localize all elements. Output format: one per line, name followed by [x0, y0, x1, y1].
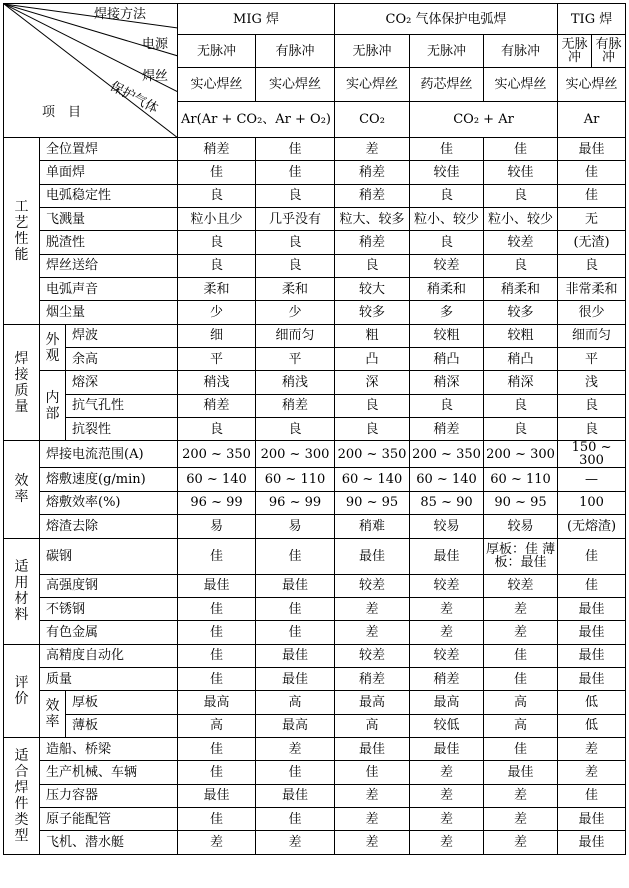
row-item: 电弧声音 [40, 278, 178, 301]
value-cell: 较差 [335, 574, 410, 597]
value-cell: 100 [558, 491, 626, 514]
gas-cell: Ar(Ar + CO₂、Ar + O₂) [178, 102, 335, 138]
row-item: 薄板 [66, 714, 178, 737]
table-row [4, 254, 626, 277]
value-cell: 佳 [558, 574, 626, 597]
value-cell: 很少 [558, 301, 626, 324]
table-row [4, 621, 626, 644]
gas-cell: CO₂ [335, 102, 410, 138]
value-cell: 最佳 [178, 574, 256, 597]
value-cell: 佳 [178, 538, 256, 574]
row-item: 烟尘量 [40, 301, 178, 324]
subgroup-label [40, 691, 66, 738]
value-cell: 200 ~ 350 [178, 441, 256, 468]
table-row [4, 714, 626, 737]
table-row [4, 468, 626, 491]
value-cell: 几乎没有 [256, 208, 335, 231]
value-cell: 良 [410, 231, 484, 254]
value-cell: 较差 [410, 574, 484, 597]
value-cell: 差 [256, 737, 335, 760]
value-cell: 佳 [410, 138, 484, 161]
value-cell: 150 ~ 300 [558, 441, 626, 468]
table-row [4, 138, 626, 161]
value-cell: 差 [178, 831, 256, 854]
value-cell: 良 [256, 254, 335, 277]
value-cell: 差 [335, 784, 410, 807]
value-cell: 稍差 [410, 418, 484, 441]
table-row [4, 574, 626, 597]
value-cell: 96 ~ 99 [178, 491, 256, 514]
table-row [4, 538, 626, 574]
wire-cell: 实心焊丝 [484, 68, 558, 102]
value-cell: 最佳 [484, 761, 558, 784]
power-cell: 有脉冲 [592, 35, 626, 68]
value-cell: 平 [558, 348, 626, 371]
value-cell: 最佳 [335, 737, 410, 760]
row-item: 压力容器 [40, 784, 178, 807]
value-cell: 佳 [558, 784, 626, 807]
value-cell: 良 [484, 184, 558, 207]
row-item: 焊丝送给 [40, 254, 178, 277]
value-cell: 佳 [178, 644, 256, 667]
value-cell: 良 [410, 184, 484, 207]
value-cell: 佳 [178, 621, 256, 644]
value-cell: 差 [335, 831, 410, 854]
value-cell: 较多 [484, 301, 558, 324]
value-cell: 良 [558, 418, 626, 441]
header-co2: CO₂ 气体保护电弧焊 [335, 4, 558, 35]
value-cell: 佳 [558, 184, 626, 207]
value-cell: 较粗 [410, 324, 484, 347]
gas-cell: Ar [558, 102, 626, 138]
value-cell: 60 ~ 140 [335, 468, 410, 491]
value-cell: 差 [410, 831, 484, 854]
group-label-text: 效率 [14, 473, 29, 506]
table-row [4, 491, 626, 514]
subgroup-label-text: 外观 [45, 331, 60, 364]
row-item: 有色金属 [40, 621, 178, 644]
value-cell: 最佳 [256, 667, 335, 690]
row-item: 不锈钢 [40, 597, 178, 620]
value-cell: 高 [256, 691, 335, 714]
value-cell: 最佳 [558, 138, 626, 161]
value-cell: 多 [410, 301, 484, 324]
value-cell: 良 [335, 394, 410, 417]
value-cell: 差 [335, 621, 410, 644]
value-cell: 良 [335, 418, 410, 441]
value-cell: 良 [335, 254, 410, 277]
value-cell: 差 [410, 621, 484, 644]
value-cell: 良 [484, 394, 558, 417]
value-cell: 佳 [178, 807, 256, 830]
row-item: 焊波 [66, 324, 178, 347]
value-cell: 佳 [256, 597, 335, 620]
gas-cell: CO₂ + Ar [410, 102, 558, 138]
row-item: 焊接电流范围(A) [40, 441, 178, 468]
value-cell: 无 [558, 208, 626, 231]
value-cell: 最佳 [256, 784, 335, 807]
table-row [4, 324, 626, 347]
value-cell: 粒小、较少 [410, 208, 484, 231]
value-cell: 200 ~ 350 [335, 441, 410, 468]
value-cell: 最佳 [558, 597, 626, 620]
row-item: 碳钢 [40, 538, 178, 574]
value-cell: 较差 [335, 644, 410, 667]
value-cell: 差 [335, 138, 410, 161]
row-item: 脱渣性 [40, 231, 178, 254]
table-row [4, 418, 626, 441]
value-cell: 85 ~ 90 [410, 491, 484, 514]
row-item: 单面焊 [40, 161, 178, 184]
value-cell: 差 [410, 597, 484, 620]
power-cell: 无脉冲 [178, 35, 256, 68]
value-cell: 佳 [256, 761, 335, 784]
value-cell: 佳 [484, 737, 558, 760]
value-cell: 稍差 [335, 667, 410, 690]
table-row [4, 597, 626, 620]
table-row [4, 667, 626, 690]
table-row [4, 515, 626, 538]
row-item: 生产机械、车辆 [40, 761, 178, 784]
value-cell: 最佳 [410, 737, 484, 760]
power-cell: 无脉冲 [558, 35, 592, 68]
value-cell: 良 [410, 394, 484, 417]
value-cell: 浅 [558, 371, 626, 394]
row-item: 抗裂性 [66, 418, 178, 441]
table-row [4, 348, 626, 371]
value-cell: 良 [178, 184, 256, 207]
value-cell: 96 ~ 99 [256, 491, 335, 514]
power-cell: 无脉冲 [335, 35, 410, 68]
group-label [4, 538, 40, 644]
value-cell: 高 [484, 691, 558, 714]
value-cell: 最高 [335, 691, 410, 714]
table-row [4, 208, 626, 231]
value-cell: 良 [178, 231, 256, 254]
group-label [4, 138, 40, 325]
table-row [4, 761, 626, 784]
table-row [4, 278, 626, 301]
value-cell: 佳 [178, 667, 256, 690]
value-cell: 佳 [256, 161, 335, 184]
value-cell: 细 [178, 324, 256, 347]
welding-comparison-table [3, 3, 626, 855]
value-cell: 差 [484, 621, 558, 644]
row-item: 全位置焊 [40, 138, 178, 161]
value-cell: 差 [484, 597, 558, 620]
table-row [4, 644, 626, 667]
value-cell: 稍差 [178, 138, 256, 161]
value-cell: 较大 [335, 278, 410, 301]
power-cell: 有脉冲 [256, 35, 335, 68]
value-cell: 良 [256, 418, 335, 441]
value-cell: 稍差 [335, 184, 410, 207]
row-item: 高强度钢 [40, 574, 178, 597]
value-cell: 柔和 [256, 278, 335, 301]
group-label [4, 324, 40, 441]
diag-label-power: 电源 [142, 37, 169, 52]
value-cell: (无熔渣) [558, 515, 626, 538]
value-cell: 差 [484, 807, 558, 830]
row-item: 熔敷效率(%) [40, 491, 178, 514]
value-cell: 佳 [558, 538, 626, 574]
row-item: 熔敷速度(g/min) [40, 468, 178, 491]
row-item: 熔渣去除 [40, 515, 178, 538]
value-cell: 稍深 [484, 371, 558, 394]
subgroup-label-text: 效率 [45, 698, 60, 731]
value-cell: 细而匀 [256, 324, 335, 347]
value-cell: 良 [256, 184, 335, 207]
table-row [4, 831, 626, 854]
value-cell: 低 [558, 714, 626, 737]
value-cell: 平 [256, 348, 335, 371]
value-cell: 稍凸 [410, 348, 484, 371]
wire-cell: 实心焊丝 [558, 68, 626, 102]
value-cell: 厚板：佳 薄板：最佳 [484, 538, 558, 574]
table-row [4, 394, 626, 417]
value-cell: 较粗 [484, 324, 558, 347]
value-cell: 差 [558, 737, 626, 760]
value-cell: 佳 [178, 597, 256, 620]
row-item: 余高 [66, 348, 178, 371]
wire-cell: 药芯焊丝 [410, 68, 484, 102]
group-label [4, 644, 40, 737]
value-cell: 最佳 [410, 538, 484, 574]
value-cell: 差 [335, 807, 410, 830]
value-cell: 60 ~ 110 [484, 468, 558, 491]
table-row [4, 371, 626, 394]
row-item: 原子能配管 [40, 807, 178, 830]
value-cell: 最佳 [178, 784, 256, 807]
value-cell: 最佳 [558, 807, 626, 830]
value-cell: 佳 [256, 138, 335, 161]
value-cell: 稍差 [335, 161, 410, 184]
value-cell: 稍差 [410, 667, 484, 690]
value-cell: 90 ~ 95 [335, 491, 410, 514]
value-cell: 差 [410, 761, 484, 784]
value-cell: 较差 [410, 644, 484, 667]
group-label-text: 评价 [14, 674, 29, 707]
value-cell: 良 [484, 418, 558, 441]
value-cell: 平 [178, 348, 256, 371]
value-cell: 佳 [484, 644, 558, 667]
diagonal-header-cell [4, 4, 178, 138]
value-cell: 差 [410, 784, 484, 807]
value-cell: 佳 [484, 667, 558, 690]
value-cell: 较易 [484, 515, 558, 538]
row-item: 电弧稳定性 [40, 184, 178, 207]
value-cell: 较低 [410, 714, 484, 737]
value-cell: 最佳 [256, 644, 335, 667]
value-cell: 最佳 [256, 574, 335, 597]
table-row [4, 184, 626, 207]
value-cell: 最佳 [335, 538, 410, 574]
value-cell: 90 ~ 95 [484, 491, 558, 514]
value-cell: 稍浅 [256, 371, 335, 394]
value-cell: 稍柔和 [410, 278, 484, 301]
value-cell: 易 [256, 515, 335, 538]
wire-cell: 实心焊丝 [335, 68, 410, 102]
value-cell: 60 ~ 140 [410, 468, 484, 491]
row-item: 抗气孔性 [66, 394, 178, 417]
value-cell: 稍凸 [484, 348, 558, 371]
value-cell: 少 [256, 301, 335, 324]
value-cell: 佳 [178, 161, 256, 184]
value-cell: 良 [178, 254, 256, 277]
group-label [4, 737, 40, 854]
value-cell: 最佳 [558, 621, 626, 644]
value-cell: 佳 [256, 807, 335, 830]
value-cell: 低 [558, 691, 626, 714]
value-cell: 200 ~ 300 [256, 441, 335, 468]
diag-label-wire: 焊丝 [142, 69, 169, 84]
header-mig: MIG 焊 [178, 4, 335, 35]
row-item: 质量 [40, 667, 178, 690]
power-cell: 有脉冲 [484, 35, 558, 68]
value-cell: 200 ~ 300 [484, 441, 558, 468]
value-cell: 少 [178, 301, 256, 324]
table-row [4, 691, 626, 714]
value-cell: 差 [335, 597, 410, 620]
row-item: 厚板 [66, 691, 178, 714]
table-row [4, 441, 626, 468]
value-cell: 最佳 [558, 644, 626, 667]
value-cell: 60 ~ 110 [256, 468, 335, 491]
value-cell: 高 [484, 714, 558, 737]
value-cell: 易 [178, 515, 256, 538]
value-cell: 粒小、较少 [484, 208, 558, 231]
value-cell: 稍差 [256, 394, 335, 417]
value-cell: 稍深 [410, 371, 484, 394]
value-cell: (无渣) [558, 231, 626, 254]
value-cell: 最佳 [558, 831, 626, 854]
table-row [4, 784, 626, 807]
value-cell: 凸 [335, 348, 410, 371]
value-cell: 良 [484, 254, 558, 277]
subgroup-label [40, 324, 66, 371]
value-cell: 较易 [410, 515, 484, 538]
value-cell: 稍浅 [178, 371, 256, 394]
value-cell: 较差 [410, 254, 484, 277]
row-item: 飞机、潜水艇 [40, 831, 178, 854]
value-cell: 高 [335, 714, 410, 737]
value-cell: 良 [558, 254, 626, 277]
value-cell: 60 ~ 140 [178, 468, 256, 491]
row-item: 高精度自动化 [40, 644, 178, 667]
value-cell: 细而匀 [558, 324, 626, 347]
value-cell: 200 ~ 350 [410, 441, 484, 468]
value-cell: 稍柔和 [484, 278, 558, 301]
value-cell: 较佳 [410, 161, 484, 184]
header-tig: TIG 焊 [558, 4, 626, 35]
diag-label-method: 焊接方法 [94, 7, 147, 22]
group-label-text: 适用材料 [14, 559, 29, 624]
value-cell: 粒小且少 [178, 208, 256, 231]
value-cell: 佳 [558, 161, 626, 184]
subgroup-label-text: 内部 [45, 389, 60, 422]
value-cell: 粗 [335, 324, 410, 347]
value-cell: 差 [256, 831, 335, 854]
value-cell: 差 [558, 761, 626, 784]
value-cell: 较差 [484, 231, 558, 254]
group-label-text: 适合焊件类型 [14, 747, 29, 844]
value-cell: 较佳 [484, 161, 558, 184]
table-row [4, 231, 626, 254]
value-cell: 较多 [335, 301, 410, 324]
value-cell: 粒大、较多 [335, 208, 410, 231]
subgroup-label [40, 371, 66, 441]
value-cell: 佳 [256, 538, 335, 574]
wire-cell: 实心焊丝 [256, 68, 335, 102]
value-cell: 良 [558, 394, 626, 417]
value-cell: 非常柔和 [558, 278, 626, 301]
value-cell: 较差 [484, 574, 558, 597]
value-cell: 最高 [410, 691, 484, 714]
value-cell: 佳 [178, 761, 256, 784]
value-cell: 佳 [256, 621, 335, 644]
value-cell: 高 [178, 714, 256, 737]
wire-cell: 实心焊丝 [178, 68, 256, 102]
group-label-text: 焊接质量 [14, 350, 29, 415]
table-row [4, 161, 626, 184]
value-cell: 最高 [178, 691, 256, 714]
table-row [4, 737, 626, 760]
row-item: 飞溅量 [40, 208, 178, 231]
value-cell: 柔和 [178, 278, 256, 301]
power-cell: 无脉冲 [410, 35, 484, 68]
value-cell: 最高 [256, 714, 335, 737]
value-cell: 稍差 [335, 231, 410, 254]
diag-label-gas: 保护气体 [107, 79, 161, 117]
value-cell: 良 [256, 231, 335, 254]
value-cell: 稍难 [335, 515, 410, 538]
row-item: 造船、桥梁 [40, 737, 178, 760]
value-cell: 差 [410, 807, 484, 830]
group-label-text: 工艺性能 [14, 198, 29, 263]
group-label [4, 441, 40, 538]
table-row [4, 301, 626, 324]
value-cell: 稍差 [178, 394, 256, 417]
diag-label-item: 项 目 [42, 105, 82, 120]
value-cell: 良 [178, 418, 256, 441]
value-cell: 最佳 [558, 667, 626, 690]
value-cell: 佳 [178, 737, 256, 760]
table-row [4, 807, 626, 830]
value-cell: — [558, 468, 626, 491]
value-cell: 差 [484, 831, 558, 854]
value-cell: 深 [335, 371, 410, 394]
value-cell: 佳 [335, 761, 410, 784]
value-cell: 差 [484, 784, 558, 807]
value-cell: 佳 [484, 138, 558, 161]
row-item: 熔深 [66, 371, 178, 394]
